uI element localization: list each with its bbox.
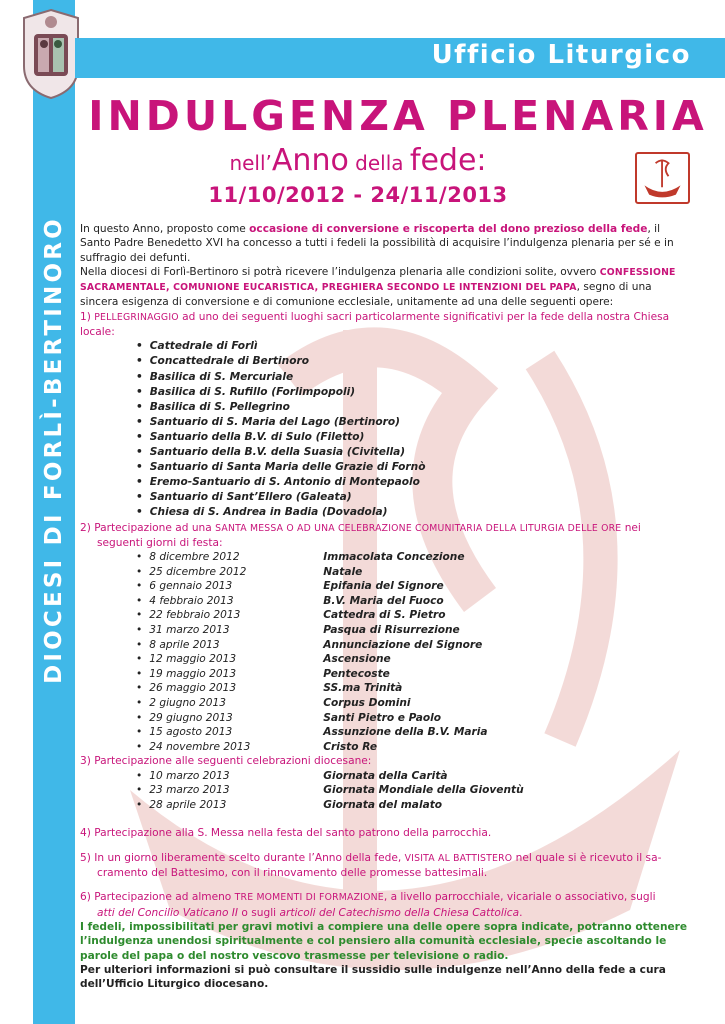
list-item: • Concattedrale di Bertinoro [136,354,692,369]
text: 1) [80,310,95,323]
feast-text: Annunciazione del Signore [323,638,483,651]
section-5 [80,851,692,881]
text: o sugli [238,906,280,919]
feast-text: Pasqua di Risurrezione [323,624,460,637]
date-text: • 26 maggio 2013 [149,682,237,695]
subtitle-part: Anno [271,143,349,178]
diocesan-list [136,769,692,813]
list-item [136,798,692,813]
text: articoli del Catechismo della Chiesa Cattolica [279,906,520,919]
subtitle-part: della [348,151,410,175]
text: , segno di una sincera esigenza di conversione e di comunione ecclesiale, unitamente ad una delle seguenti opere: [80,281,652,309]
feast-text: Giornata Mondiale della Gioventù [323,784,524,797]
feast-text: Cattedra di S. Pietro [323,609,446,622]
date-text: • 22 febbraio 2013 [149,609,241,622]
list-item: • Basilica di S. Rufillo (Forlimpopoli) [136,385,692,400]
note-paragraph: I fedeli, impossibilitati per gravi motivi a compiere una delle opere sopra indicate, potranno ottenere l’indulgenza unendosi spiritualmente e col pensiero alla comunità ecclesiale, specie ascoltando le parole del papa o del nostro vescovo trasmesse per televisione o radio. [80,920,688,962]
date-text: • 2 giugno 2013 [149,697,226,710]
text: , il Santo Padre Benedetto XVI ha concesso a tutti i fedeli la possibilità di acquisire l’indulgenza plenaria per sé e in suffragio dei defunti. [80,223,674,264]
date-text: • 8 aprile 2013 [149,638,220,651]
list-item: • Santuario della B.V. di Sulo (Filetto) [136,430,692,445]
feast-text: SS.ma Trinità [323,682,403,695]
year-of-faith-logo-icon [635,152,690,204]
date-text: • 29 giugno 2013 [149,711,233,724]
date-text: • 8 dicembre 2012 [149,551,240,564]
text: ad uno dei seguenti luoghi sacri particolarmente significativi per la fede della nostra Chiesa locale: [80,310,670,339]
text: cramento del Battesimo, con il rinnovamento delle promesse battesimali. [97,867,488,880]
date-text: • 19 maggio 2013 [149,667,237,680]
feast-text: Epifania del Signore [323,580,444,593]
feast-text: Assunzione della B.V. Maria [323,726,488,739]
date-text: • 31 marzo 2013 [149,624,230,637]
text: atti del Concilio Vaticano II [97,906,239,919]
text: nel quale si è ricevuto il sa- [512,851,662,864]
feast-text: Pentecoste [323,667,390,680]
content [80,222,692,991]
section-2 [80,521,692,551]
list-item [136,725,692,740]
intro-paragraph [80,265,692,310]
subtitle-part: nell’ [229,151,272,175]
intro-paragraph [80,222,692,265]
text: seguenti giorni di festa: [97,536,223,549]
list-item [136,579,692,594]
list-item [136,740,692,755]
list-item: • Chiesa di S. Andrea in Badia (Dovadola) [136,505,692,520]
text: 2) Partecipazione ad una [80,521,216,534]
date-text: • 28 aprile 2013 [149,798,227,811]
date-text: • 15 agosto 2013 [149,726,233,739]
list-item: • Basilica di S. Pellegrino [136,400,692,415]
section-6 [80,890,692,920]
highlight-text: occasione di conversione e riscoperta del dono prezioso della fede [249,223,648,235]
feast-text: Giornata della Carità [323,769,448,782]
list-item [136,550,692,565]
feast-text: Ascensione [323,653,391,666]
office-title: Ufficio Liturgico [431,40,691,70]
text: In questo Anno, proposto come [80,223,250,235]
list-item [136,681,692,696]
list-item: • Santuario di Sant’Ellero (Galeata) [136,490,692,505]
subtitle-part: fede: [409,143,487,178]
list-item [136,638,692,653]
text: VISITA AL BATTISTERO [404,852,513,864]
feasts-list [136,550,692,754]
section-1 [80,310,692,340]
section-4: 4) Partecipazione alla S. Messa nella festa del santo patrono della parrocchia. [80,827,492,840]
feast-text: Immacolata Concezione [323,551,465,564]
feast-text: Santi Pietro e Paolo [323,711,442,724]
feast-text: Corpus Domini [323,697,411,710]
list-item [136,652,692,667]
text: , a livello parrocchiale, vicariale o associativo, sugli [383,891,656,904]
list-item [136,565,692,580]
list-item [136,783,692,798]
feast-text: Giornata del malato [323,798,443,811]
places-list [136,339,692,520]
feast-text: Cristo Re [323,740,378,753]
text: 5) In un giorno liberamente scelto durante l’Anno della fede, [80,851,405,864]
section-3: 3) Partecipazione alle seguenti celebrazioni diocesane: [80,755,372,768]
text: Nella diocesi di Forlì-Bertinoro si potrà ricevere l’indulgenza plenaria alle condizioni solite, ovvero [80,265,600,278]
text: 6) Partecipazione ad almeno [80,891,235,904]
header-bar [75,38,725,78]
text: . [519,906,523,919]
feast-text: Natale [323,565,363,578]
date-range: 11/10/2012 - 24/11/2013 [208,183,508,207]
highlight-text: CONFESSIONE SACRAMENTALE, COMUNIONE EUCARISTICA, PREGHIERA SECONDO LE INTENZIONI DEL PAPA [80,266,676,294]
final-paragraph: Per ulteriori informazioni si può consultare il sussidio sulle indulgenze nell’Anno della fede a cura dell’Ufficio Liturgico diocesano. [80,963,666,991]
subtitle [78,143,638,178]
text: PELLEGRINAGGIO [94,311,179,323]
list-item: • Eremo-Santuario di S. Antonio di Montepaolo [136,475,692,490]
list-item [136,667,692,682]
list-item: • Santuario di S. Maria del Lago (Bertinoro) [136,415,692,430]
diocese-vertical-text: DIOCESI DI FORLÌ-BERTINORO [41,216,67,684]
text: TRE MOMENTI DI FORMAZIONE [234,892,384,904]
date-text: • 12 maggio 2013 [149,653,237,666]
list-item [136,623,692,638]
text: nei [621,521,641,534]
list-item: • Cattedrale di Forlì [136,339,692,354]
list-item [136,769,692,784]
list-item [136,696,692,711]
list-item [136,594,692,609]
date-text: • 25 dicembre 2012 [149,565,247,578]
list-item: • Basilica di S. Mercuriale [136,370,692,385]
main-title: INDULGENZA PLENARIA [88,92,708,140]
date-text: • 24 novembre 2013 [149,740,251,753]
feast-text: B.V. Maria del Fuoco [323,594,444,607]
list-item [136,608,692,623]
text: SANTA MESSA O AD UNA CELEBRAZIONE COMUNITARIA DELLA LITURGIA DELLE ORE [215,522,622,534]
list-item [136,711,692,726]
date-text: • 23 marzo 2013 [149,784,230,797]
list-item: • Santuario di Santa Maria delle Grazie di Fornò [136,460,692,475]
date-text: • 6 gennaio 2013 [149,580,233,593]
date-text: • 4 febbraio 2013 [149,594,234,607]
date-text: • 10 marzo 2013 [149,769,230,782]
list-item: • Santuario della B.V. della Suasia (Civitella) [136,445,692,460]
